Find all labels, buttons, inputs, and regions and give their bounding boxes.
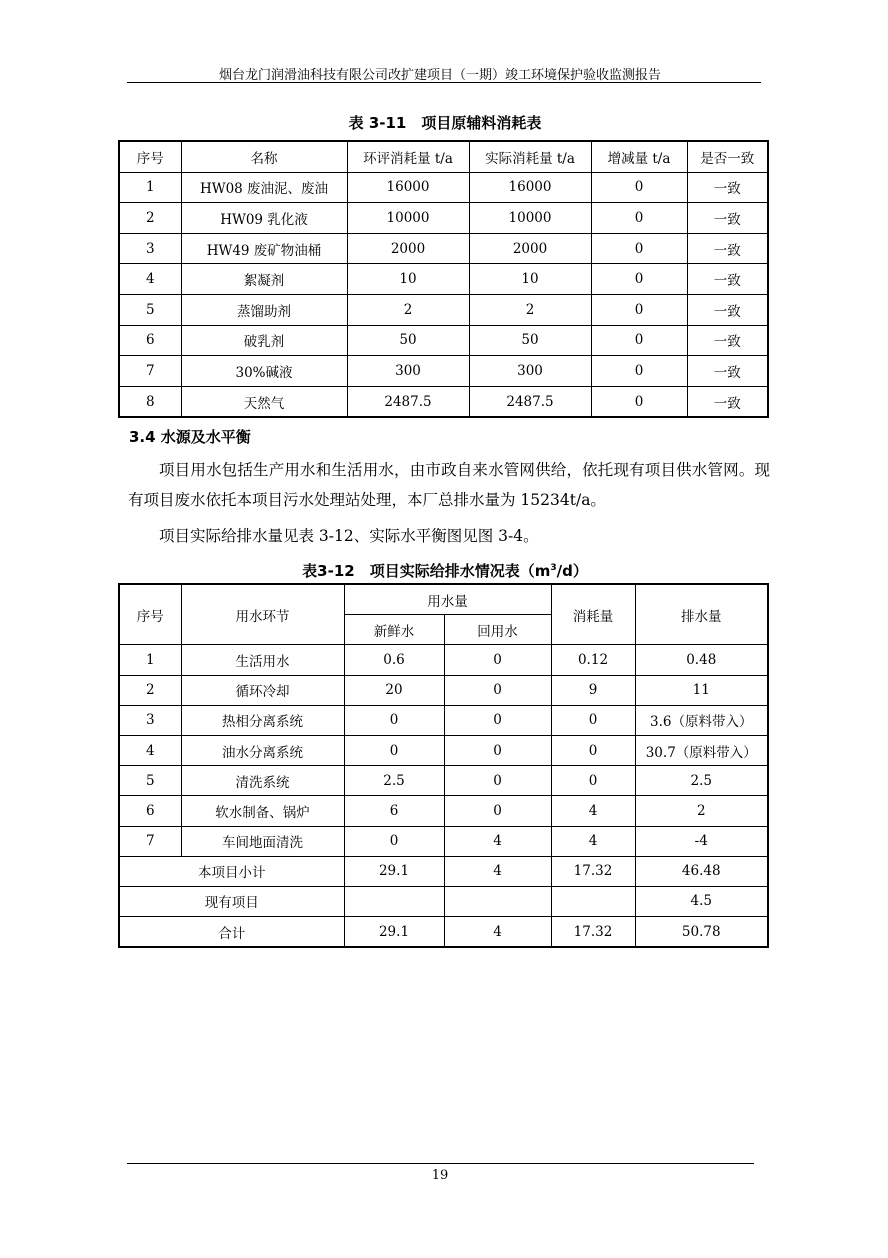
table-cell: 是否一致 <box>687 141 768 172</box>
table-cell: 0.48 <box>635 645 768 675</box>
table-cell: 7 <box>119 356 181 387</box>
table-cell: 300 <box>469 356 591 387</box>
table-cell: 2487.5 <box>347 386 469 417</box>
table-cell: 1 <box>119 172 181 203</box>
table-row <box>119 356 768 387</box>
header-cell: 新鲜水 <box>344 615 444 645</box>
table-cell: 序号 <box>119 141 181 172</box>
table-cell: 17.32 <box>551 917 635 948</box>
table-cell: 50 <box>347 325 469 356</box>
table-cell: 0 <box>444 796 551 826</box>
table-row <box>119 705 768 735</box>
table-cell: 0 <box>344 826 444 856</box>
table-row <box>119 172 768 203</box>
table-cell: 合计 <box>119 917 344 948</box>
table-cell: 2000 <box>469 233 591 264</box>
table-row <box>119 766 768 796</box>
table-cell: 10 <box>469 264 591 295</box>
table-cell: 50.78 <box>635 917 768 948</box>
table-cell: 8 <box>119 386 181 417</box>
table-cell: 2.5 <box>344 766 444 796</box>
summary-row <box>119 856 768 886</box>
table-cell: 软水制备、锅炉 <box>181 796 344 826</box>
section-paragraph: 项目实际给排水量见表 3-12、实际水平衡图见图 3-4。 <box>159 527 539 545</box>
table-cell: 6 <box>344 796 444 826</box>
table-cell: 5 <box>119 294 181 325</box>
table-cell: 5 <box>119 766 181 796</box>
table-cell: 0 <box>444 645 551 675</box>
table-cell: 0 <box>591 356 687 387</box>
table-cell: 0 <box>591 172 687 203</box>
table-cell: 16000 <box>347 172 469 203</box>
section-title: 3.4 水源及水平衡 <box>129 428 251 446</box>
table-cell: 7 <box>119 826 181 856</box>
table-cell: 3 <box>119 705 181 735</box>
table-cell: 20 <box>344 675 444 705</box>
table-cell <box>344 886 444 916</box>
table-cell: 4 <box>551 796 635 826</box>
table-row <box>119 645 768 675</box>
table-cell: 生活用水 <box>181 645 344 675</box>
table-row <box>119 386 768 417</box>
table-cell: 一致 <box>687 356 768 387</box>
table-cell: 0 <box>444 675 551 705</box>
table-cell: 16000 <box>469 172 591 203</box>
table-cell: 蒸馏助剂 <box>181 294 347 325</box>
table-cell: 6 <box>119 325 181 356</box>
summary-row <box>119 886 768 916</box>
table-row <box>119 675 768 705</box>
table-cell: 30%碱液 <box>181 356 347 387</box>
table-cell: 一致 <box>687 325 768 356</box>
table-row <box>119 796 768 826</box>
table-cell: 一致 <box>687 233 768 264</box>
table-cell: 0 <box>591 264 687 295</box>
table-cell <box>444 886 551 916</box>
table-row <box>119 233 768 264</box>
report-header: 烟台龙门润滑油科技有限公司改扩建项目（一期）竣工环境保护验收监测报告 <box>218 68 661 83</box>
table-row <box>119 203 768 234</box>
table-cell: 50 <box>469 325 591 356</box>
table-cell: 46.48 <box>635 856 768 886</box>
table-cell: 0 <box>444 735 551 765</box>
table-cell: 2 <box>119 203 181 234</box>
table-row <box>119 826 768 856</box>
table-cell: 1 <box>119 645 181 675</box>
page-number: 19 <box>431 1168 449 1183</box>
table-cell: 2 <box>347 294 469 325</box>
table-3-12-caption: 表3-12 项目实际给排水情况表$(m^3/d)$ <box>302 562 588 580</box>
table-cell: 一致 <box>687 264 768 295</box>
table-row <box>119 735 768 765</box>
table-cell: 絮凝剂 <box>181 264 347 295</box>
table-cell: 2000 <box>347 233 469 264</box>
table-cell: 3 <box>119 233 181 264</box>
table-cell: 0.6 <box>344 645 444 675</box>
table-cell: 循环冷却 <box>181 675 344 705</box>
table-cell: 一致 <box>687 294 768 325</box>
table-cell: 2487.5 <box>469 386 591 417</box>
table-cell: HW09 乳化液 <box>181 203 347 234</box>
header-cell: 用水环节 <box>181 584 344 645</box>
table-cell: 增减量 t/a <box>591 141 687 172</box>
header-divider <box>127 82 761 83</box>
table-cell: 名称 <box>181 141 347 172</box>
table-cell: 6 <box>119 796 181 826</box>
header-cell: 用水量 <box>344 584 551 615</box>
table-cell: 油水分离系统 <box>181 735 344 765</box>
table-cell: 破乳剂 <box>181 325 347 356</box>
table-cell <box>551 886 635 916</box>
water-balance-table <box>118 583 769 948</box>
table-header-row <box>119 141 768 172</box>
table-cell: 2 <box>469 294 591 325</box>
table-cell: 3.6（原料带入） <box>635 705 768 735</box>
table-cell: -4 <box>635 826 768 856</box>
table-cell: 4 <box>444 917 551 948</box>
table-cell: 热相分离系统 <box>181 705 344 735</box>
table-cell: 4 <box>444 856 551 886</box>
table-cell: HW49 废矿物油桶 <box>181 233 347 264</box>
table-cell: 10000 <box>347 203 469 234</box>
table-cell: 4 <box>119 264 181 295</box>
table-cell: 29.1 <box>344 856 444 886</box>
table-cell: 0 <box>551 705 635 735</box>
table-cell: 9 <box>551 675 635 705</box>
table-cell: 10000 <box>469 203 591 234</box>
section-paragraph: 项目用水包括生产用水和生活用水，由市政自来水管网供给，依托现有项目供水管网。现有项目废水依托本项目污水处理站处理，本厂总排水量为 15234t/a。 <box>128 461 770 509</box>
table-cell: 0 <box>344 735 444 765</box>
table-row <box>119 294 768 325</box>
table-cell: 2.5 <box>635 766 768 796</box>
table-cell: 11 <box>635 675 768 705</box>
table-cell: 4 <box>444 826 551 856</box>
table-cell: 29.1 <box>344 917 444 948</box>
table-cell: 实际消耗量 t/a <box>469 141 591 172</box>
header-cell: 消耗量 <box>551 584 635 645</box>
table-cell: 0 <box>551 735 635 765</box>
table-cell: 4.5 <box>635 886 768 916</box>
table-cell: 环评消耗量 t/a <box>347 141 469 172</box>
footer-divider <box>127 1163 754 1164</box>
table-cell: 0 <box>551 766 635 796</box>
table-cell: 2 <box>635 796 768 826</box>
table-cell: 4 <box>551 826 635 856</box>
table-cell: 一致 <box>687 172 768 203</box>
table-cell: 车间地面清洗 <box>181 826 344 856</box>
table-cell: 0 <box>591 294 687 325</box>
table-cell: 本项目小计 <box>119 856 344 886</box>
table-cell: 0.12 <box>551 645 635 675</box>
table-cell: 现有项目 <box>119 886 344 916</box>
header-cell: 排水量 <box>635 584 768 645</box>
table-cell: 0 <box>591 233 687 264</box>
raw-material-consumption-table <box>118 140 769 418</box>
table-cell: 10 <box>347 264 469 295</box>
table-cell: 30.7（原料带入） <box>635 735 768 765</box>
table-cell: 300 <box>347 356 469 387</box>
table-cell: 天然气 <box>181 386 347 417</box>
table-cell: 一致 <box>687 203 768 234</box>
table-cell: 4 <box>119 735 181 765</box>
table-3-11-caption: 表 3-11 项目原辅料消耗表 <box>348 114 542 132</box>
table-cell: 0 <box>591 203 687 234</box>
table-row <box>119 325 768 356</box>
table-cell: 0 <box>444 705 551 735</box>
table-cell: HW08 废油泥、废油 <box>181 172 347 203</box>
header-cell: 回用水 <box>444 615 551 645</box>
summary-row <box>119 917 768 948</box>
table-cell: 一致 <box>687 386 768 417</box>
table-cell: 0 <box>444 766 551 796</box>
table-cell: 2 <box>119 675 181 705</box>
table-cell: 清洗系统 <box>181 766 344 796</box>
table-cell: 17.32 <box>551 856 635 886</box>
header-cell: 序号 <box>119 584 181 645</box>
table-cell: 0 <box>591 325 687 356</box>
table-cell: 0 <box>591 386 687 417</box>
table-cell: 0 <box>344 705 444 735</box>
table-row <box>119 264 768 295</box>
